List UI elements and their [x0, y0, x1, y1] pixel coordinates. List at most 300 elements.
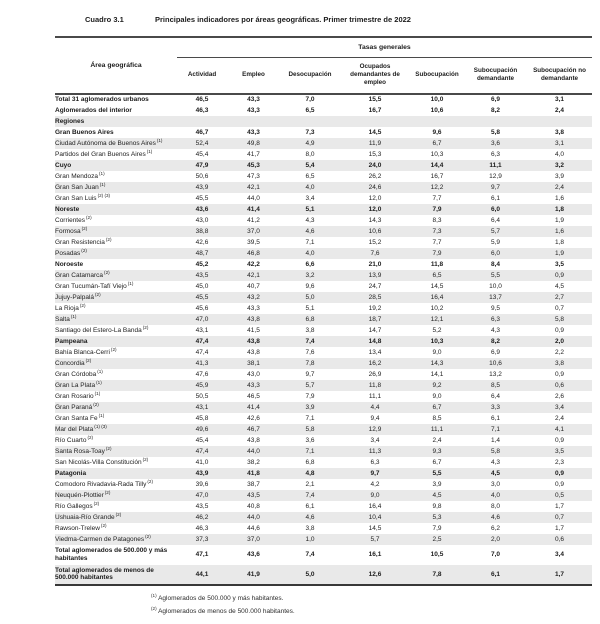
value-cell: 3,9 [554, 172, 565, 180]
value-cell: 42,6 [247, 414, 260, 422]
value-cell: 7,6 [370, 249, 380, 257]
value-cell: 7,0 [305, 96, 315, 104]
area-label: Gran Resistencia [55, 238, 105, 246]
area-label-cell [55, 94, 177, 105]
footnote-marker: (2) [100, 522, 107, 528]
value-cell [527, 116, 592, 127]
value-cell: 45,5 [195, 194, 209, 202]
value-cell: 6,5 [305, 106, 315, 114]
value-cell: 7,8 [410, 565, 464, 586]
footnote-marker: (2) [147, 478, 154, 484]
value-cell: 45,4 [195, 436, 209, 444]
value-cell: 37,3 [195, 535, 209, 543]
table-header [55, 37, 592, 94]
value-cell: 10,6 [368, 227, 382, 235]
footnote-marker: (2) [151, 606, 157, 612]
value-cell: 43,3 [247, 106, 260, 114]
area-label-cell [55, 138, 177, 149]
value-cell: 10,3 [430, 150, 444, 158]
footnote-marker: (1) [96, 379, 102, 385]
value-cell: 6,4 [490, 216, 501, 224]
value-cell: 15,2 [368, 238, 382, 246]
value-cell: 50,5 [195, 392, 209, 400]
value-cell: 8,4 [490, 260, 501, 268]
tasas-generales-header: Tasas generales [177, 37, 592, 57]
value-cell: 11,1 [430, 425, 444, 433]
value-cell: 41,2 [247, 216, 260, 224]
table-row [55, 105, 592, 116]
value-cell: 45,3 [247, 161, 260, 169]
value-cell: 2,4 [554, 106, 565, 114]
area-label-cell [55, 336, 177, 347]
value-cell: 5,1 [305, 304, 315, 312]
value-cell: 2,5 [432, 535, 442, 543]
table-row [55, 215, 592, 226]
value-cell: 38,8 [195, 227, 209, 235]
footnote-marker: (2) [79, 302, 86, 308]
area-label: Total aglomerados de 500.000 y más habitantes [55, 547, 168, 562]
footnote-marker: (2) [104, 269, 110, 275]
table-row [55, 182, 592, 193]
value-cell: 47,4 [195, 337, 209, 345]
value-cell: 7,9 [432, 249, 442, 257]
value-cell: 4,0 [305, 249, 315, 257]
footnote-marker: (2) [142, 456, 149, 462]
value-cell: 14,4 [430, 161, 444, 169]
area-label-cell [55, 215, 177, 226]
value-cell: 50,6 [195, 172, 209, 180]
footnote-marker: (2) (3) [97, 192, 111, 198]
value-cell: 3,1 [554, 96, 565, 104]
area-label-cell [55, 105, 177, 116]
value-cell: 11,1 [368, 392, 382, 400]
footnote-marker: (2) [104, 489, 111, 495]
value-cell: 43,6 [247, 551, 260, 559]
table-caption [0, 0, 600, 24]
table-row [55, 193, 592, 204]
value-cell: 41,3 [195, 359, 209, 367]
value-cell: 3,8 [554, 128, 565, 136]
value-cell: 7,7 [432, 238, 442, 246]
value-cell: 10,0 [430, 96, 444, 104]
area-label-cell [55, 347, 177, 358]
value-cell: 14,8 [368, 337, 382, 345]
value-cell: 7,9 [305, 392, 315, 400]
table-row [55, 565, 592, 586]
value-cell: 3,9 [432, 480, 442, 488]
value-cell: 4,6 [305, 513, 315, 521]
value-cell: 9,7 [490, 183, 501, 191]
value-cell: 3,9 [305, 403, 315, 411]
area-label-cell [55, 391, 177, 402]
value-cell: 1,8 [554, 205, 565, 213]
value-cell: 7,3 [432, 227, 442, 235]
value-cell [464, 116, 527, 127]
value-cell: 6,8 [305, 458, 315, 466]
footnote-marker: (1) [94, 390, 101, 396]
value-cell: 41,4 [247, 205, 260, 213]
area-label-cell [55, 402, 177, 413]
value-cell: 38,2 [247, 458, 260, 466]
value-cell: 2,2 [554, 348, 565, 356]
value-cell: 26,2 [368, 172, 382, 180]
value-cell: 6,0 [490, 249, 501, 257]
value-cell: 47,9 [195, 161, 209, 169]
value-cell: 43,3 [247, 128, 260, 136]
value-cell: 4,0 [554, 150, 565, 158]
value-cell: 46,8 [247, 249, 260, 257]
area-label-cell [55, 248, 177, 259]
value-cell [280, 116, 340, 127]
value-cell: 5,3 [432, 513, 442, 521]
area-label-cell [55, 171, 177, 182]
value-cell: 45,2 [195, 260, 209, 268]
value-cell: 0,6 [554, 381, 565, 389]
area-label: Pampeana [55, 337, 88, 345]
value-cell: 43,3 [247, 96, 260, 104]
value-cell: 3,5 [554, 260, 565, 268]
value-cell: 8,5 [432, 414, 442, 422]
value-cell: 2,0 [490, 535, 501, 543]
value-cell: 45,9 [195, 381, 209, 389]
area-label-cell [55, 281, 177, 292]
value-cell: 2,1 [305, 480, 315, 488]
value-cell: 2,4 [432, 436, 442, 444]
value-cell: 9,6 [432, 128, 442, 136]
value-cell: 11,1 [489, 161, 502, 169]
value-cell: 46,5 [247, 392, 260, 400]
area-label: Gran Santa Fe [55, 414, 98, 422]
value-cell: 2,6 [554, 392, 565, 400]
footnote-text: Aglomerados de 500.000 y más habitantes. [158, 595, 284, 603]
area-label: Gran Mendoza [55, 172, 98, 180]
area-label: Gran Paraná [55, 403, 93, 411]
value-cell: 0,7 [554, 304, 565, 312]
value-cell: 6,1 [464, 565, 527, 586]
value-cell: 5,8 [305, 425, 315, 433]
value-cell: 6,3 [490, 315, 501, 323]
value-cell: 1,9 [554, 216, 565, 224]
value-cell: 6,9 [490, 96, 501, 104]
table-row [55, 468, 592, 479]
value-cell: 45,6 [195, 304, 209, 312]
value-cell: 0,7 [554, 513, 565, 521]
area-label-cell [55, 479, 177, 490]
value-cell: 6,1 [305, 502, 315, 510]
area-label: Santiago del Estero-La Banda [55, 326, 142, 334]
footnote-marker: (2) [81, 225, 88, 231]
footnote-marker: (2) [81, 247, 87, 253]
table-row [55, 248, 592, 259]
column-header: Desocupación [280, 57, 340, 94]
area-label-cell [55, 435, 177, 446]
value-cell: 16,4 [368, 502, 382, 510]
value-cell: 3,2 [305, 271, 315, 279]
footnote-marker: (2) [95, 291, 101, 297]
value-cell: 1,4 [490, 436, 501, 444]
indicators-table [55, 36, 592, 586]
footnote-marker: (2) [85, 214, 92, 220]
value-cell: 10,3 [430, 337, 444, 345]
area-label-cell [55, 303, 177, 314]
value-cell: 5,5 [490, 271, 501, 279]
table-row [55, 149, 592, 160]
value-cell: 8,5 [490, 381, 501, 389]
footnote-marker: (1) [156, 137, 163, 143]
value-cell: 6,5 [305, 172, 315, 180]
value-cell: 9,2 [432, 381, 442, 389]
value-cell: 37,0 [247, 535, 260, 543]
value-cell: 12,0 [368, 194, 382, 202]
value-cell: 15,3 [368, 150, 382, 158]
value-cell: 39,5 [247, 238, 260, 246]
area-label-cell [55, 468, 177, 479]
footnote-marker: (2) [93, 401, 99, 407]
area-label-cell [55, 237, 177, 248]
value-cell: 1,6 [554, 227, 565, 235]
area-label: Jujuy-Palpalá [55, 293, 95, 301]
value-cell: 16,2 [368, 359, 382, 367]
value-cell: 16,1 [368, 551, 382, 559]
value-cell: 6,7 [432, 139, 442, 147]
table-row [55, 270, 592, 281]
area-label: Gran Córdoba [55, 370, 97, 378]
value-cell: 4,3 [490, 458, 501, 466]
value-cell: 43,5 [195, 502, 209, 510]
column-header: Actividad [177, 57, 227, 94]
value-cell: 47,0 [195, 491, 209, 499]
value-cell: 40,7 [247, 282, 260, 290]
value-cell: 6,5 [432, 271, 442, 279]
area-label-cell [55, 314, 177, 325]
area-label: Bahía Blanca-Cerri [55, 348, 110, 356]
value-cell: 1,8 [554, 238, 565, 246]
value-cell: 9,7 [370, 469, 380, 477]
area-label: La Rioja [55, 304, 79, 312]
value-cell: 14,5 [430, 282, 444, 290]
footnote-line [150, 592, 600, 605]
value-cell: 44,0 [247, 447, 260, 455]
value-cell: 45,4 [195, 150, 209, 158]
footnote-marker: (1) [98, 412, 105, 418]
area-label: Mar del Plata [55, 425, 94, 433]
table-row [55, 446, 592, 457]
value-cell: 7,1 [490, 425, 501, 433]
value-cell: 45,8 [195, 414, 209, 422]
table-row [55, 138, 592, 149]
value-cell: 39,6 [195, 480, 209, 488]
footnote-marker: (1) [99, 170, 105, 176]
table-row [55, 457, 592, 468]
value-cell: 7,0 [490, 551, 501, 559]
value-cell: 43,2 [247, 293, 260, 301]
footnote-marker: (1) [151, 593, 157, 599]
value-cell: 7,9 [432, 524, 442, 532]
value-cell: 9,4 [370, 414, 380, 422]
value-cell: 44,1 [177, 565, 227, 586]
value-cell: 7,4 [305, 491, 315, 499]
value-cell: 9,0 [432, 348, 442, 356]
value-cell: 4,3 [305, 216, 315, 224]
value-cell: 0,9 [554, 370, 565, 378]
value-cell: 46,3 [195, 524, 209, 532]
area-label: Viedma-Carmen de Patagones [55, 535, 145, 543]
value-cell: 7,9 [432, 205, 442, 213]
value-cell: 14,3 [430, 359, 444, 367]
value-cell: 7,4 [305, 337, 315, 345]
column-header: Ocupados demandantes de empleo [340, 57, 410, 94]
footnote-marker: (1) (3) [94, 423, 107, 429]
area-label: San Nicolás-Villa Constitución [55, 458, 142, 466]
table-row [55, 391, 592, 402]
footnote-marker: (2) [142, 324, 149, 330]
value-cell: 43,6 [195, 205, 209, 213]
footnote-marker: (1) [99, 181, 106, 187]
value-cell: 24,0 [368, 161, 382, 169]
area-label: Gran San Juan [55, 183, 99, 191]
value-cell: 43,9 [195, 183, 209, 191]
value-cell: 3,6 [305, 436, 315, 444]
value-cell: 10,5 [430, 551, 444, 559]
footnote-marker: (1) [70, 313, 77, 319]
value-cell: 46,7 [247, 425, 260, 433]
area-label-cell [55, 424, 177, 435]
footnote-line [150, 605, 600, 618]
value-cell: 7,1 [305, 447, 315, 455]
value-cell: 0,9 [554, 326, 565, 334]
value-cell: 47,3 [247, 172, 260, 180]
value-cell: 0,9 [554, 469, 565, 477]
value-cell: 9,5 [490, 304, 501, 312]
area-label: Rawson-Trelew [55, 524, 100, 532]
value-cell: 12,0 [368, 205, 382, 213]
value-cell: 52,4 [195, 139, 209, 147]
value-cell: 6,7 [432, 458, 442, 466]
area-label-cell [55, 545, 177, 565]
value-cell: 38,7 [247, 480, 260, 488]
value-cell: 2,4 [554, 414, 565, 422]
column-header: Subocupación demandante [464, 57, 527, 94]
area-label-cell [55, 413, 177, 424]
value-cell: 7,6 [305, 348, 315, 356]
value-cell: 7,1 [305, 238, 315, 246]
value-cell: 8,3 [432, 216, 442, 224]
value-cell: 2,0 [554, 337, 565, 345]
table-row [55, 237, 592, 248]
value-cell: 43,1 [195, 326, 209, 334]
table-row [55, 336, 592, 347]
area-label: Ushuaia-Río Grande [55, 513, 115, 521]
value-cell: 5,9 [490, 238, 501, 246]
value-cell: 43,5 [247, 491, 260, 499]
table-row [55, 501, 592, 512]
value-cell: 42,2 [247, 260, 260, 268]
table-row [55, 347, 592, 358]
area-label: Posadas [55, 249, 81, 257]
value-cell: 14,5 [368, 524, 382, 532]
footnote-marker: (1) [127, 280, 134, 286]
area-label-cell [55, 204, 177, 215]
area-label-cell [55, 490, 177, 501]
value-cell: 13,7 [489, 293, 502, 301]
value-cell: 10,6 [489, 359, 502, 367]
value-cell: 41,7 [247, 150, 260, 158]
value-cell: 3,8 [305, 524, 315, 532]
table-row [55, 325, 592, 336]
value-cell: 4,5 [432, 491, 442, 499]
value-cell: 4,2 [370, 480, 380, 488]
area-label: Aglomerados del interior [55, 106, 132, 114]
table-row [55, 545, 592, 565]
value-cell: 10,6 [430, 106, 444, 114]
value-cell: 5,7 [370, 535, 380, 543]
value-cell: 3,2 [554, 161, 565, 169]
value-cell: 4,1 [554, 425, 565, 433]
value-cell: 5,0 [280, 565, 340, 586]
value-cell: 41,4 [247, 403, 260, 411]
value-cell: 4,4 [370, 403, 380, 411]
value-cell: 44,0 [247, 194, 260, 202]
value-cell: 5,5 [432, 469, 442, 477]
value-cell: 8,2 [490, 106, 501, 114]
table-row [55, 413, 592, 424]
value-cell: 41,8 [247, 469, 260, 477]
area-label-cell [55, 325, 177, 336]
value-cell: 43,8 [247, 337, 260, 345]
value-cell: 9,6 [305, 282, 315, 290]
value-cell: 3,4 [554, 403, 565, 411]
value-cell: 13,4 [368, 348, 382, 356]
value-cell: 3,5 [554, 447, 565, 455]
value-cell: 9,7 [305, 370, 315, 378]
area-label: Gran San Luis [55, 194, 97, 202]
value-cell: 14,7 [368, 326, 382, 334]
value-cell: 18,7 [368, 315, 382, 323]
value-cell: 47,4 [195, 447, 209, 455]
value-cell: 3,3 [490, 403, 501, 411]
area-label: Corrientes [55, 216, 85, 224]
table-row [55, 479, 592, 490]
value-cell: 7,4 [305, 551, 315, 559]
value-cell: 2,3 [554, 458, 565, 466]
value-cell: 6,1 [490, 194, 501, 202]
value-cell: 5,0 [305, 293, 315, 301]
value-cell: 42,6 [195, 238, 209, 246]
value-cell: 14,1 [430, 370, 444, 378]
value-cell: 15,5 [368, 96, 382, 104]
footnote-marker: (2) [115, 511, 122, 517]
value-cell: 43,8 [247, 315, 260, 323]
table-row [55, 358, 592, 369]
value-cell: 43,8 [247, 436, 260, 444]
table-row [55, 226, 592, 237]
footnote-marker: (1) [146, 148, 153, 154]
value-cell: 6,6 [305, 260, 315, 268]
footnote-marker: (2) [105, 236, 112, 242]
value-cell: 12,9 [489, 172, 502, 180]
footnote-marker: (2) [110, 346, 117, 352]
footnote-marker: (2) [87, 434, 94, 440]
table-row [55, 160, 592, 171]
value-cell: 4,5 [490, 469, 501, 477]
value-cell: 3,8 [554, 359, 565, 367]
value-cell: 16,7 [430, 172, 444, 180]
value-cell: 5,1 [305, 205, 315, 213]
area-label-cell [55, 193, 177, 204]
value-cell: 43,0 [195, 216, 209, 224]
value-cell: 9,3 [432, 447, 442, 455]
value-cell: 47,1 [195, 551, 209, 559]
